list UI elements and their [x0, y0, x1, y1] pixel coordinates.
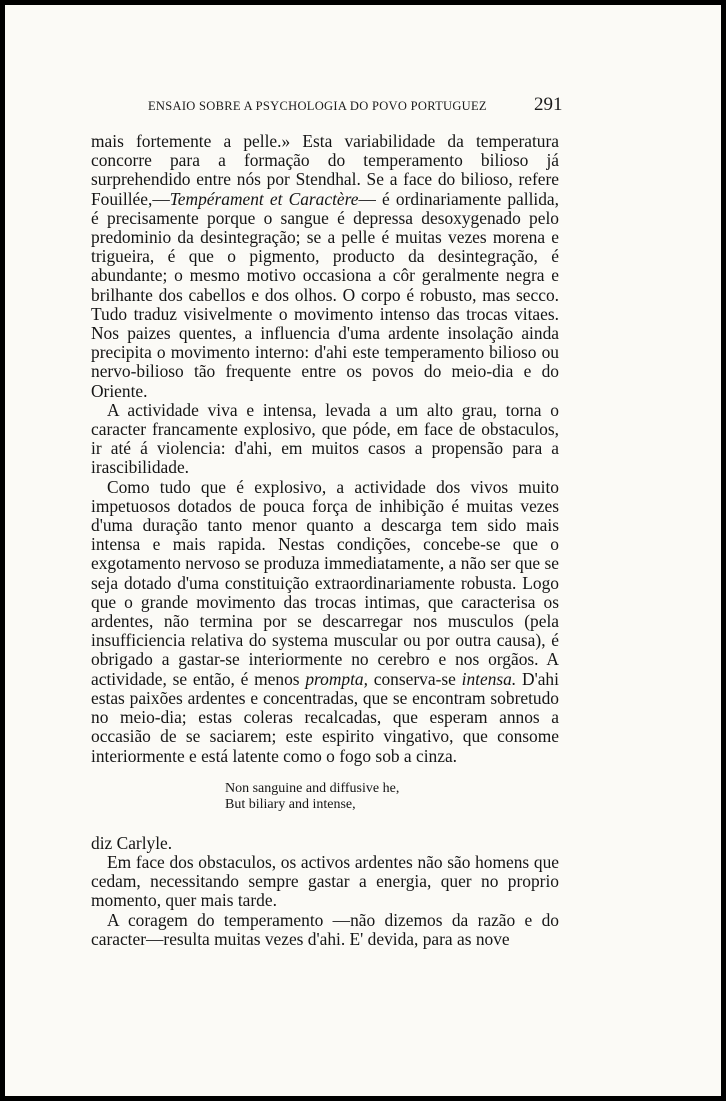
paragraph-3-text-a: Como tudo que é explosivo, a actividade dos vivos muito impetuosos dotados de pouca força de inhibição é muitas vezes d'uma duração tanto menor quanto a descarga tem sido mais intensa e mais rapida. Nestas condições, concebe-se que o exgotamento nervoso se produza immediatamente, a não ser que se seja dotado d'uma constituição extraordinariamente robusta. Logo que o grande movimento das trocas intimas, que caracterisa os ardentes, não termina por se descarregar nos musculos (pela insufficiencia relativa do systema muscular ou por outra causa), é obrigado a gastar-se interiormente no cerebro e nos orgãos. A actividade, se então, é menos	[91, 476, 559, 689]
page-number: 291	[534, 94, 563, 115]
paragraph-1-text-c: — é ordinariamente pallida, é precisamente porque o sangue é depressa desoxygenado pelo predominio da desintegração; se a pelle é muitas vezes morena e trigueira, é que o pigmento, producto da desintegração, é abundante; o mesmo motivo occasiona a côr geralmente negra e brilhante dos cabellos e dos olhos. O corpo é robusto, mas secco. Tudo traduz visivelmente o movimento intenso das trocas vitaes. Nos paizes quentes, a influencia d'uma ardente insolação ainda precipita o movimento interno: d'ahi este temperamento bilioso ou nervo-bilioso tão frequente entre os povos do meio-dia e do Oriente.	[91, 188, 559, 401]
verse-line-1: Non sanguine and diffusive he,	[225, 780, 400, 796]
paragraph-3-text-e: D'ahi estas paixões ardentes e concentradas, que se encontram sobretudo no meio-dia; estas coleras recalcadas, que esperam annos a occasião de se saciarem; este espirito vingativo, que consome interiormente e está latente como o fogo sob a cinza.	[91, 668, 559, 766]
paragraph-2: A actividade viva e intensa, levada a um alto grau, torna o caracter francamente explosivo, que póde, em face de obstaculos, ir até á violencia: d'ahi, em muitos casos a propensão para a irascibilidade.	[91, 399, 559, 478]
page-body	[91, 132, 559, 949]
verse-quote	[225, 781, 559, 813]
italic-prompta: prompta,	[305, 668, 368, 689]
paragraph-5: Em face dos obstaculos, os activos ardentes não são homens que cedam, necessitando sempre gastar a energia, quer no proprio momento, quer mais tarde.	[91, 851, 559, 911]
paragraph-1	[91, 132, 559, 401]
paragraph-3-text-c: conserva-se	[373, 668, 456, 689]
page-header	[5, 94, 721, 118]
book-title-italic: Tempérament et Caractère	[169, 188, 359, 209]
verse-line-2: But biliary and intense,	[225, 796, 356, 812]
book-page	[5, 5, 721, 1096]
running-head: ENSAIO SOBRE A PSYCHOLOGIA DO POVO PORTUGUEZ	[148, 99, 487, 113]
italic-intensa: intensa.	[461, 668, 517, 689]
paragraph-4: diz Carlyle.	[91, 832, 173, 853]
paragraph-3	[91, 478, 559, 766]
paragraph-1-text-a: mais fortemente a pelle.» Esta variabilidade da temperatura concorre para a formação do temperamento bilioso já surprehendido entre nós por Stendhal. Se a face do bilioso, refere Fouillée,—	[91, 131, 559, 209]
paragraph-6: A coragem do temperamento —não dizemos da razão e do caracter—resulta muitas vezes d'ahi. E' devida, para as nove	[91, 909, 559, 949]
